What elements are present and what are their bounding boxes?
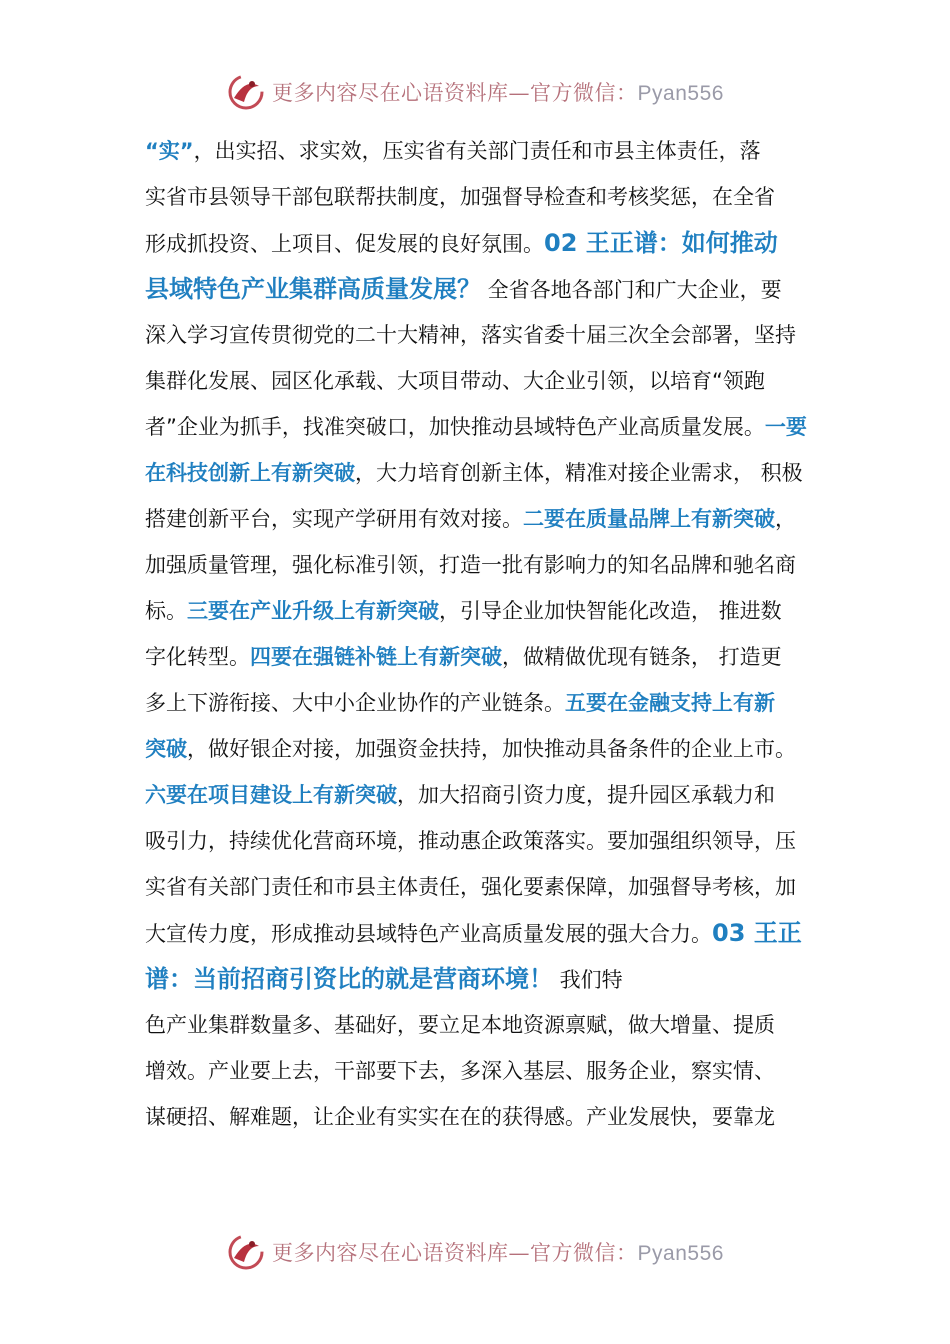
header-banner (0, 72, 950, 112)
wechat-id: Pyan556 (637, 82, 724, 105)
highlight-text: 02 王正谱：如何推动 (544, 229, 778, 257)
text-line (145, 772, 825, 818)
highlight-text: 四要在强链补链上有新突破 (250, 645, 502, 669)
text-line (145, 1094, 825, 1140)
banner-text: 更多内容尽在心语资料库—官方微信：Pyan556 (272, 81, 724, 105)
text-line (145, 128, 825, 174)
text-line (145, 312, 825, 358)
highlight-text: 突破 (145, 737, 187, 761)
highlight-text: 一要 (764, 415, 807, 439)
body-text: 大宣传力度，形成推动县域特色产业高质量发展的强大合力。 (145, 922, 712, 946)
text-line (145, 1002, 825, 1048)
text-line (145, 956, 825, 1002)
wechat-id: Pyan556 (637, 1242, 724, 1265)
body-text: 加强质量管理，强化标准引领，打造一批有影响力的知名品牌和驰名商 (145, 553, 796, 577)
banner-text: 更多内容尽在心语资料库—官方微信：Pyan556 (272, 1241, 724, 1265)
body-text: 深入学习宣传贯彻党的二十大精神，落实省委十届三次全会部署，坚持 (145, 323, 796, 347)
text-line (145, 1048, 825, 1094)
text-line (145, 818, 825, 864)
body-text: ，加大招商引资力度，提升园区承载力和 (397, 783, 775, 807)
highlight-text: 六要在项目建设上有新突破 (145, 783, 397, 807)
logo-icon (226, 1232, 266, 1272)
body-text: 多上下游衔接、大中小企业协作的产业链条。 (145, 691, 565, 715)
text-line (145, 726, 825, 772)
text-line (145, 220, 825, 266)
text-line (145, 358, 825, 404)
body-text: 集群化发展、园区化承载、大项目带动、大企业引领，以培育“领跑 (145, 369, 765, 393)
highlight-text: 三要在产业升级上有新突破 (187, 599, 439, 623)
body-text: ，引导企业加快智能化改造， 推进数 (439, 599, 782, 623)
text-line (145, 864, 825, 910)
body-text: ， (775, 507, 796, 531)
text-line (145, 266, 825, 312)
highlight-text: 五要在金融支持上有新 (565, 691, 775, 715)
text-line (145, 404, 825, 450)
text-line (145, 174, 825, 220)
highlight-text: 县域特色产业集群高质量发展？ (145, 275, 481, 303)
text-line (145, 634, 825, 680)
text-line (145, 542, 825, 588)
body-text: ，做精做优现有链条， 打造更 (502, 645, 782, 669)
body-text: 字化转型。 (145, 645, 250, 669)
body-text: 吸引力，持续优化营商环境，推动惠企政策落实。要加强组织领导，压 (145, 829, 796, 853)
body-text: 者”企业为抓手，找准突破口，加快推动县域特色产业高质量发展。 (145, 415, 765, 439)
logo-icon (226, 72, 266, 112)
body-text: 形成抓投资、上项目、促发展的良好氛围。 (145, 232, 544, 256)
body-text: 标。 (145, 599, 187, 623)
footer-banner (0, 1232, 950, 1272)
highlight-text: 03 王正 (712, 919, 802, 947)
text-line (145, 588, 825, 634)
text-line (145, 680, 825, 726)
body-text: 搭建创新平台，实现产学研用有效对接。 (145, 507, 523, 531)
article-body (145, 128, 825, 1140)
body-text: 增效。产业要上去，干部要下去，多深入基层、服务企业，察实情、 (145, 1059, 775, 1083)
highlight-text: 在科技创新上有新突破 (145, 461, 355, 485)
body-text: 谋硬招、解难题，让企业有实实在在的获得感。产业发展快，要靠龙 (145, 1105, 775, 1129)
body-text: 色产业集群数量多、基础好，要立足本地资源禀赋，做大增量、提质 (145, 1013, 775, 1037)
text-line (145, 496, 825, 542)
text-line (145, 910, 825, 956)
text-line (145, 450, 825, 496)
highlight-text: 二要在质量品牌上有新突破 (523, 507, 775, 531)
body-text: 实省市县领导干部包联帮扶制度，加强督导检查和考核奖惩，在全省 (145, 185, 775, 209)
body-text: 全省各地各部门和广大企业，要 (481, 278, 782, 302)
highlight-text: “实” (145, 139, 194, 163)
highlight-text: 谱：当前招商引资比的就是营商环境！ (145, 965, 553, 993)
body-text: 实省有关部门责任和市县主体责任，强化要素保障，加强督导考核，加 (145, 875, 796, 899)
body-text: ，出实招、求实效，压实省有关部门责任和市县主体责任，落 (193, 139, 761, 163)
body-text: ，大力培育创新主体，精准对接企业需求， 积极 (355, 461, 803, 485)
body-text: 我们特 (553, 968, 623, 992)
body-text: ，做好银企对接，加强资金扶持，加快推动具备条件的企业上市。 (187, 737, 796, 761)
